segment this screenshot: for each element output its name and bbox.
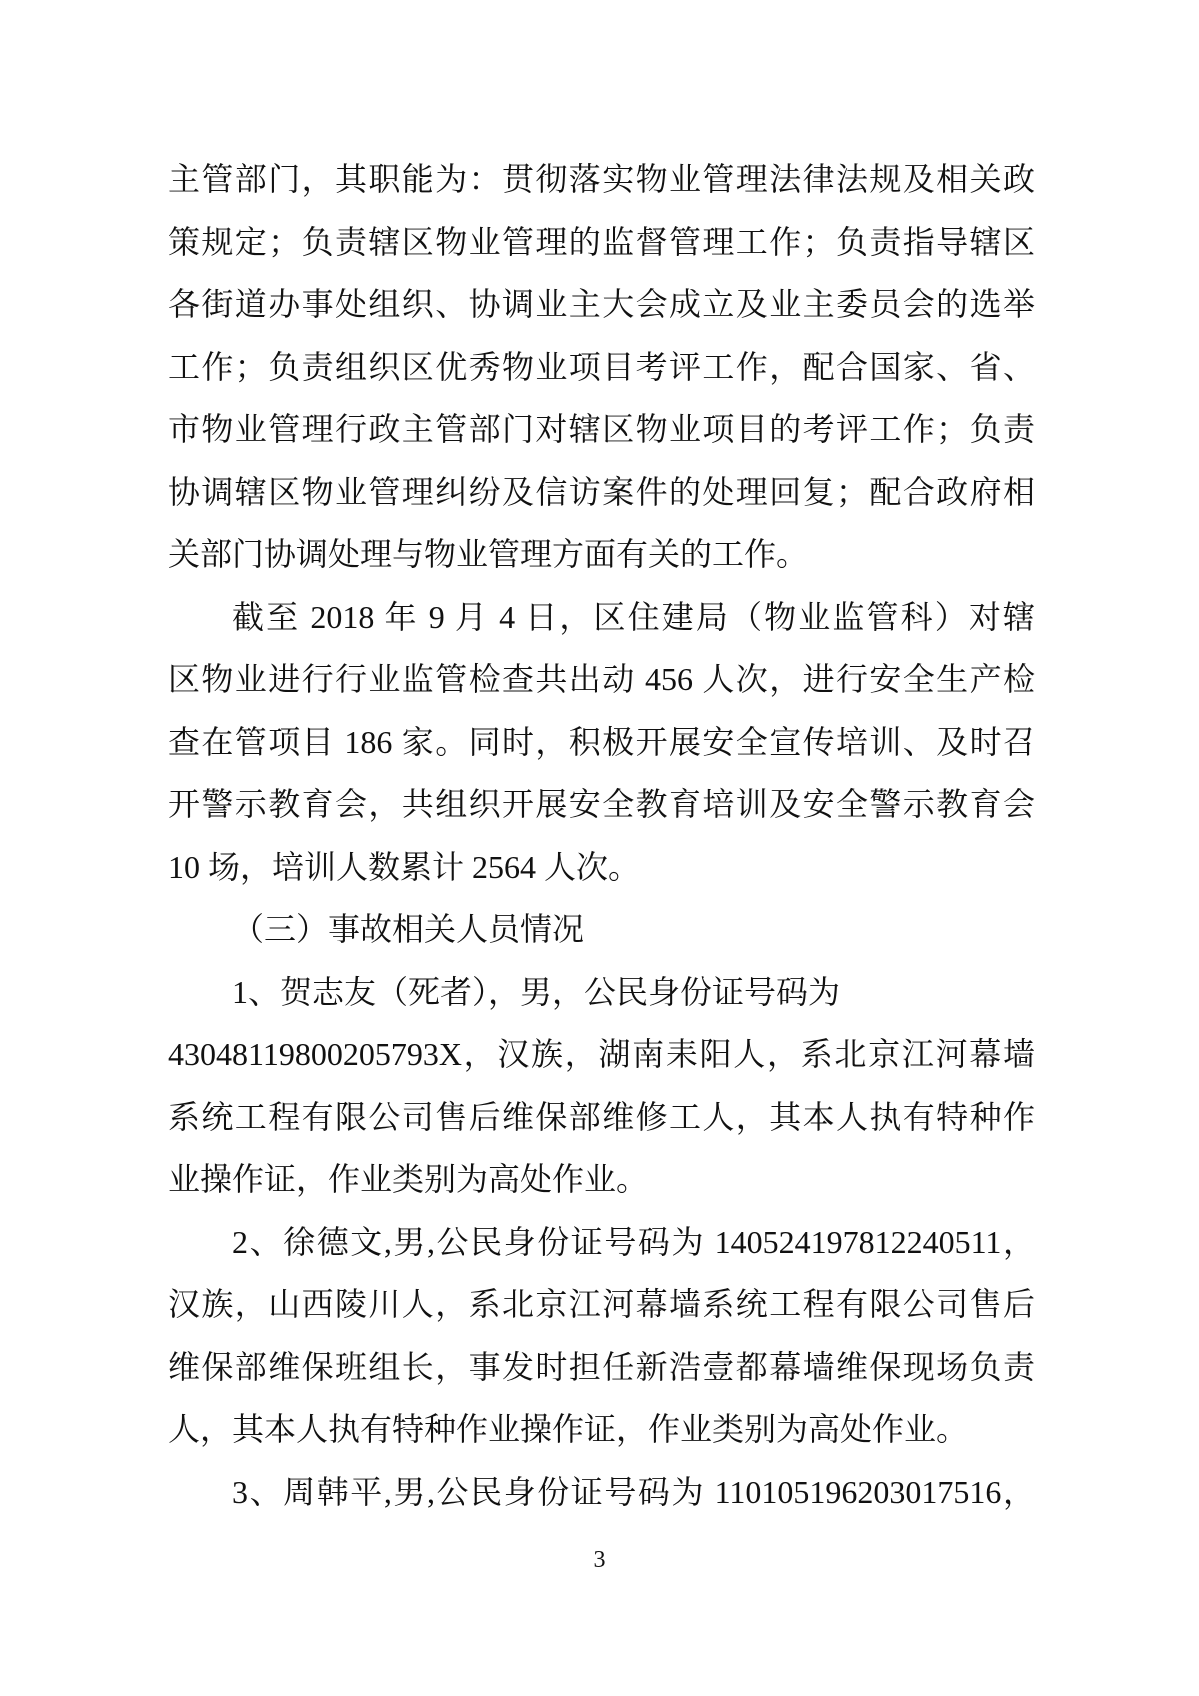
text-line: 开警示教育会，共组织开展安全教育培训及安全警示教育会 [168, 786, 1035, 822]
text-line: 各街道办事处组织、协调业主大会成立及业主委员会的选举 [168, 286, 1035, 322]
text-line: 业操作证，作业类别为高处作业。 [168, 1161, 649, 1197]
page-number: 3 [593, 1547, 606, 1573]
text-line: 工作；负责组织区优秀物业项目考评工作，配合国家、省、 [168, 348, 1035, 385]
text-line: 策规定；负责辖区物业管理的监督管理工作；负责指导辖区 [168, 223, 1035, 260]
text-line: 关部门协调处理与物业管理方面有关的工作。 [168, 536, 809, 572]
text-line: 10 场，培训人数累计 2564 人次。 [168, 848, 641, 885]
text-line: 汉族，山西陵川人，系北京江河幕墙系统工程有限公司售后 [168, 1286, 1035, 1322]
text-line: 43048119800205793X，汉族，湖南耒阳人，系北京江河幕墙 [168, 1036, 1035, 1072]
text-line: 3、周韩平,男,公民身份证号码为 110105196203017516， [232, 1473, 1035, 1510]
text-line: 2、徐德文,男,公民身份证号码为 140524197812240511， [232, 1223, 1035, 1260]
text-line: 主管部门，其职能为：贯彻落实物业管理法律法规及相关政 [168, 161, 1035, 197]
text-line: 1、贺志友（死者），男，公民身份证号码为 [232, 973, 841, 1010]
text-line: 系统工程有限公司售后维保部维修工人，其本人执有特种作 [168, 1098, 1035, 1135]
text-line: 查在管项目 186 家。同时，积极开展安全宣传培训、及时召 [168, 723, 1035, 760]
section-heading: （三）事故相关人员情况 [232, 911, 585, 947]
text-line: 维保部维保班组长，事发时担任新浩壹都幕墙维保现场负责 [168, 1348, 1035, 1385]
text-line: 人，其本人执有特种作业操作证，作业类别为高处作业。 [168, 1411, 969, 1447]
body-text [168, 148, 1035, 1523]
text-line: 区物业进行行业监管检查共出动 456 人次，进行安全生产检 [168, 661, 1035, 697]
text-line: 市物业管理行政主管部门对辖区物业项目的考评工作；负责 [168, 411, 1035, 447]
text-line: 截至 2018 年 9 月 4 日，区住建局（物业监管科）对辖 [232, 598, 1035, 635]
text-line: 协调辖区物业管理纠纷及信访案件的处理回复；配合政府相 [168, 473, 1035, 510]
